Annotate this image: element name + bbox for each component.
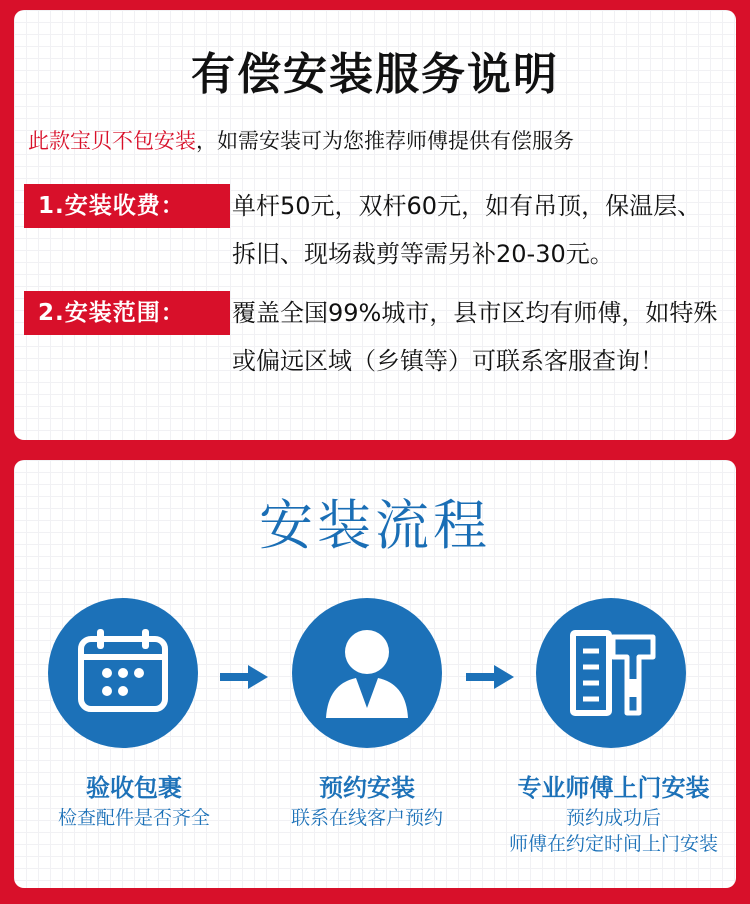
arrow-icon xyxy=(466,665,514,689)
step-3-circle xyxy=(536,598,686,748)
arrow-icon xyxy=(220,665,268,689)
fee-text: 单杆50元，双杆60元，如有吊顶，保温层、拆旧、现场裁剪等需另补20-30元。 xyxy=(232,192,702,268)
step-3-desc-line1: 预约成功后 xyxy=(565,807,661,829)
fee-label: 1.安装收费： xyxy=(24,184,230,228)
coverage-label: 2.安装范围： xyxy=(24,291,230,335)
step-1-desc: 检查配件是否齐全 xyxy=(57,807,210,829)
notice-highlight: 此款宝贝不包安装 xyxy=(28,129,196,153)
service-notice xyxy=(28,126,726,156)
step-2-circle xyxy=(292,598,442,748)
process-card xyxy=(14,460,736,888)
service-title: 有偿安装服务说明 xyxy=(191,49,559,100)
service-card xyxy=(14,10,736,440)
step-1-title: 验收包裹 xyxy=(86,774,182,802)
process-title: 安装流程 xyxy=(259,494,491,557)
step-2-desc: 联系在线客户预约 xyxy=(290,807,443,829)
user-icon xyxy=(312,618,422,728)
coverage-text: 覆盖全国99%城市，县市区均有师傅，如特殊或偏远区域（乡镇等）可联系客服查询！ xyxy=(232,299,718,375)
calendar-icon xyxy=(73,623,173,723)
step-3-desc-line2: 师傅在约定时间上门安装 xyxy=(508,833,718,855)
step-2-title: 预约安装 xyxy=(319,774,415,802)
tools-icon xyxy=(561,623,661,723)
step-1-circle xyxy=(48,598,198,748)
step-3-title: 专业师傅上门安装 xyxy=(517,774,710,802)
notice-rest: ，如需安装可为您推荐师傅提供有偿服务 xyxy=(196,129,574,153)
